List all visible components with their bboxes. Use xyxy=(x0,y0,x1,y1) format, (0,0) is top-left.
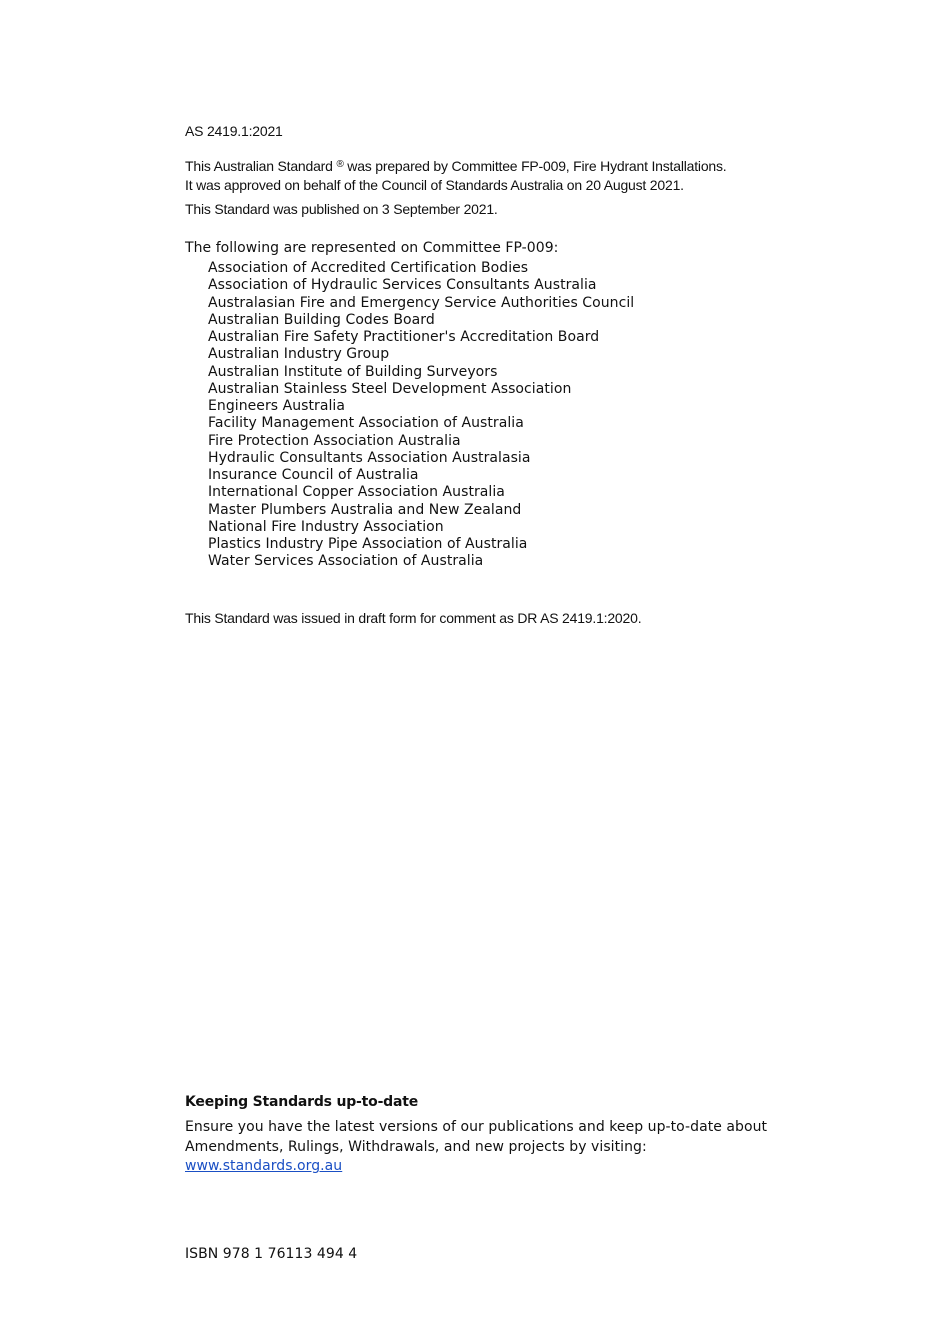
committee-member: Insurance Council of Australia xyxy=(208,467,419,483)
committee-member: Hydraulic Consultants Association Australasia xyxy=(208,449,531,466)
committee-member: Australian Institute of Building Surveyors xyxy=(208,363,498,380)
keeping-body-line-2: Amendments, Rulings, Withdrawals, and new projects by visiting: xyxy=(185,1138,647,1155)
prepared-line-1-rest: was prepared by Committee FP-009, Fire Hydrant Installations. xyxy=(343,158,727,174)
committee-member: Australian Fire Safety Practitioner's Accreditation Board xyxy=(208,329,600,345)
committee-member: Australian Building Codes Board xyxy=(208,311,435,328)
prepared-statement xyxy=(185,155,726,195)
isbn: ISBN 978 1 76113 494 4 xyxy=(185,1246,358,1262)
prepared-line-1-start: This Australian Standard xyxy=(185,158,333,174)
registered-mark: ® xyxy=(336,159,344,170)
approval-line: It was approved on behalf of the Council of Standards Australia on 20 August 2021. xyxy=(185,177,684,193)
keeping-body-line-1: Ensure you have the latest versions of our publications and keep up-to-date about xyxy=(185,1119,768,1135)
committee-member: Facility Management Association of Australia xyxy=(208,415,524,432)
committee-member: Association of Accredited Certification Bodies xyxy=(208,260,529,276)
committee-member: Australian Stainless Steel Development Association xyxy=(208,380,572,397)
keeping-up-to-date-body xyxy=(185,1118,785,1177)
committee-member: Fire Protection Association Australia xyxy=(208,432,461,449)
draft-note: This Standard was issued in draft form for comment as DR AS 2419.1:2020. xyxy=(185,610,642,626)
committee-member: Master Plumbers Australia and New Zealand xyxy=(208,501,522,518)
committee-member: International Copper Association Australia xyxy=(208,484,505,501)
committee-member-list xyxy=(208,260,634,571)
published-date: This Standard was published on 3 September 2021. xyxy=(185,201,498,217)
standards-website-link[interactable]: www.standards.org.au xyxy=(185,1158,343,1174)
committee-member: Australasian Fire and Emergency Service Authorities Council xyxy=(208,294,635,311)
committee-member: Engineers Australia xyxy=(208,398,345,414)
committee-heading: The following are represented on Committee FP-009: xyxy=(185,240,559,256)
committee-member: Water Services Association of Australia xyxy=(208,553,484,570)
standard-id: AS 2419.1:2021 xyxy=(185,123,283,139)
committee-member: Plastics Industry Pipe Association of Australia xyxy=(208,536,528,552)
committee-member: Association of Hydraulic Services Consultants Australia xyxy=(208,277,597,294)
keeping-up-to-date-heading: Keeping Standards up-to-date xyxy=(185,1094,419,1110)
committee-member: Australian Industry Group xyxy=(208,346,390,363)
committee-member: National Fire Industry Association xyxy=(208,518,444,535)
